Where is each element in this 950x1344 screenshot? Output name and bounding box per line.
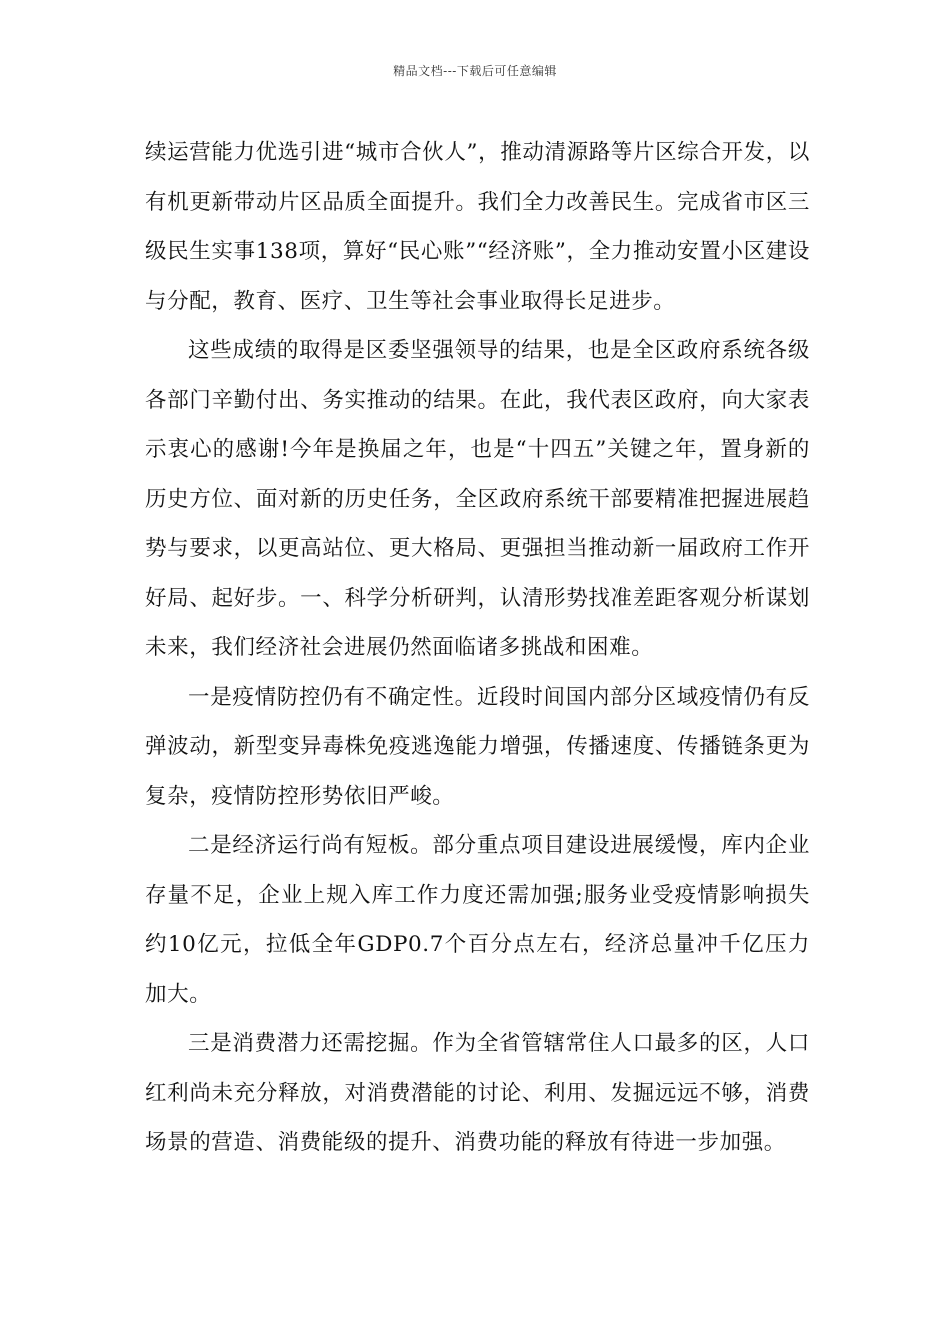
paragraph-1: 续运营能力优选引进“城市合伙人”，推动清源路等片区综合开发，以有机更新带动片区品质全面提升。我们全力改善民生。完成省市区三级民生实事138项，算好“民心账”“经济账”，全力推动安置小区建设与分配，教育、医疗、卫生等社会事业取得长足进步。 bbox=[145, 140, 810, 314]
document-body bbox=[145, 128, 810, 1168]
paragraph-5: 三是消费潜力还需挖掘。作为全省管辖常住人口最多的区，人口红利尚未充分释放，对消费潜能的讨论、利用、发掘远远不够，消费场景的营造、消费能级的提升、消费功能的释放有待进一步加强。 bbox=[145, 1031, 810, 1155]
paragraph-2: 这些成绩的取得是区委坚强领导的结果，也是全区政府系统各级各部门辛勤付出、务实推动的结果。在此，我代表区政府，向大家表示衷心的感谢!今年是换届之年，也是“十四五”关键之年，置身新的历史方位、面对新的历史任务，全区政府系统干部要精准把握进展趋势与要求，以更高站位、更大格局、更强担当推动新一届政府工作开好局、起好步。一、科学分析研判，认清形势找准差距客观分析谋划未来，我们经济社会进展仍然面临诸多挑战和困难。 bbox=[145, 338, 810, 660]
page-header: 精品文档---下载后可任意编辑 bbox=[393, 64, 557, 78]
paragraph-3: 一是疫情防控仍有不确定性。近段时间国内部分区域疫情仍有反弹波动，新型变异毒株免疫逃逸能力增强，传播速度、传播链条更为复杂，疫情防控形势依旧严峻。 bbox=[145, 684, 810, 809]
paragraph-4: 二是经济运行尚有短板。部分重点项目建设进展缓慢，库内企业存量不足，企业上规入库工作力度还需加强;服务业受疫情影响损失约10亿元，拉低全年GDP0.7个百分点左右，经济总量冲千亿压力加大。 bbox=[145, 833, 810, 1007]
